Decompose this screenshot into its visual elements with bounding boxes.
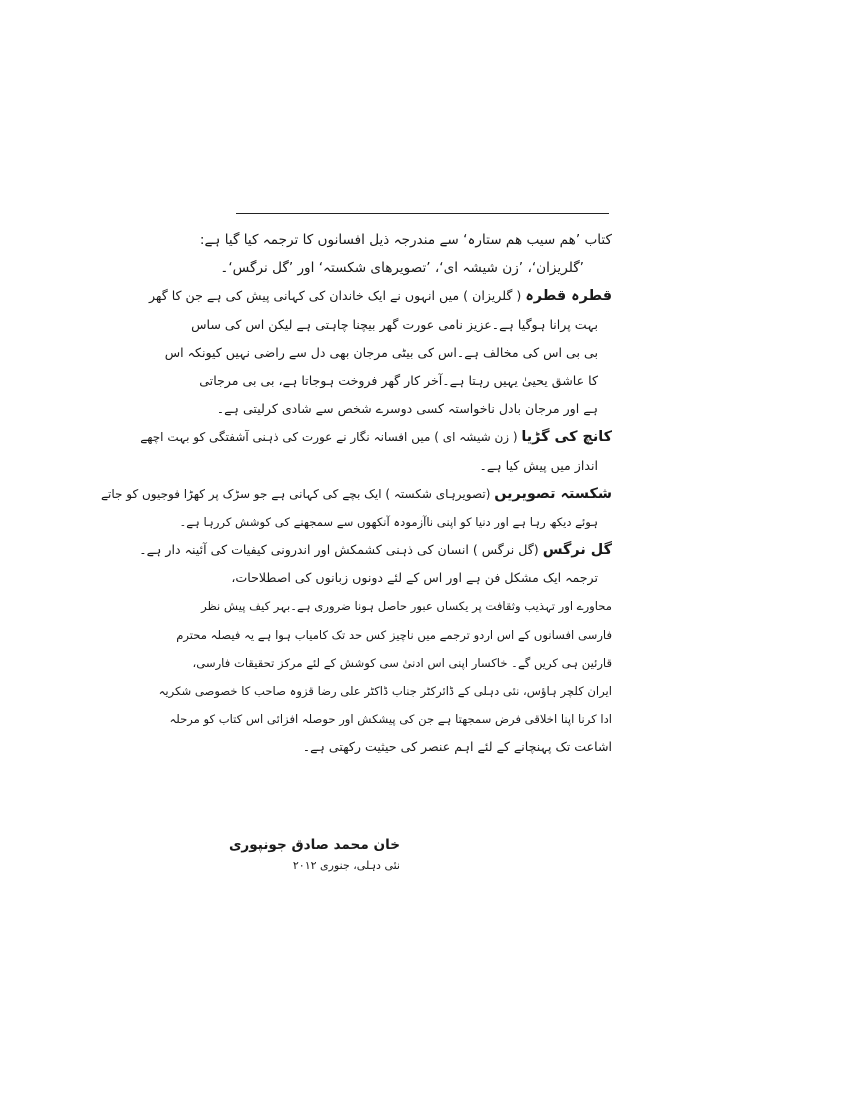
story-1-line-1: قطرہ قطرہ ( گلریزان ) میں انہوں نے ایک خاندان کی کہانی پیش کی ہے جن کا گھر: [148, 288, 612, 305]
story-1-line-5: ہے اور مرجان بادل ناخواستہ کسی دوسرے شخص سے شادی کرلیتی ہے۔: [216, 401, 598, 417]
author-name: خان محمد صادق جونپوری: [228, 837, 400, 853]
intro-line-1: کتاب ’ھم سیب ھم ستارہ‘ سے مندرجہ ذیل افسانوں کا ترجمہ کیا گیا ہے:: [199, 232, 612, 248]
story-3-line-1: شکستہ تصویریں (تصویرہای شکستہ ) ایک بچے کی کہانی ہے جو سڑک پر کھڑا فوجیوں کو جاتے: [101, 485, 612, 502]
body-text: [101, 226, 612, 762]
story-title: کانچ کی گڑیا: [521, 429, 612, 446]
story-2-line-2: انداز میں پیش کیا ہے۔: [479, 457, 598, 473]
story-2-line-1: کانچ کی گڑیا ( زن شیشہ ای ) میں افسانہ نگار نے عورت کی ذہنی آشفتگی کو بہت اچھے: [140, 429, 612, 446]
closing-line-2: محاورے اور تہذیب وثقافت پر یکساں عبور حاصل ہونا ضروری ہے۔بہر کیف پیش نظر: [201, 599, 612, 614]
signature-block: [228, 834, 400, 876]
closing-line-3: فارسی افسانوں کے اس اردو ترجمے میں ناچیز کس حد تک کامیاب ہوا ہے یہ فیصلہ محترم: [176, 627, 612, 642]
top-rule: [236, 213, 609, 214]
story-4-line-1: گل نرگس (گل نرگس ) انسان کی ذہنی کشمکش اور اندرونی کیفیات کی آئینہ دار ہے۔: [139, 542, 612, 559]
story-1-line-3: بی بی اس کی مخالف ہے۔اس کی بیٹی مرجان بھی دل سے راضی نہیں کیونکہ اس: [164, 344, 598, 360]
closing-line-6: ادا کرنا اپنا اخلاقی فرض سمجھتا ہے جن کی پیشکش اور حوصلہ افزائی اس کتاب کو مرحلہ: [169, 712, 612, 727]
closing-line-4: قارئین ہی کریں گے۔ خاکسار اپنی اس ادنیٰ سی کوشش کے لئے مرکز تحقیقات فارسی،: [192, 655, 612, 670]
story-1-line-4: کا عاشق یحییٰ یہیں رہتا ہے۔آخر کار گھر فروخت ہوجاتا ہے، بی بی مرجاتی: [199, 372, 598, 388]
story-title: قطرہ قطرہ: [525, 288, 612, 305]
place-date: نئی دہلی، جنوری ۲۰۱۲: [292, 859, 400, 872]
story-1-line-2: بہت پرانا ہوگیا ہے۔عزیز نامی عورت گھر بیچنا چاہتی ہے لیکن اس کی ساس: [191, 316, 598, 332]
story-title: شکستہ تصویریں: [494, 485, 612, 502]
closing-line-7: اشاعت تک پہنچانے کے لئے اہم عنصر کی حیثیت رکھتی ہے۔: [302, 739, 612, 755]
story-3-line-2: ہوئے دیکھ رہا ہے اور دنیا کو اپنی ناآزمودہ آنکھوں سے سمجھنے کی کوشش کررہا ہے۔: [179, 514, 598, 529]
closing-line-5: ایران کلچر ہاؤس، نئی دہلی کے ڈائرکٹر جناب ڈاکٹر علی رضا قزوہ صاحب کا خصوصی شکریہ: [158, 684, 612, 698]
story-title: گل نرگس: [542, 542, 612, 559]
intro-line-2: ’گلریزان‘، ’زن شیشہ ای‘، ’تصویرھای شکستہ‘ اور ’گل نرگس‘۔: [220, 260, 584, 277]
closing-line-1: ترجمہ ایک مشکل فن ہے اور اس کے لئے دونوں زبانوں کی اصطلاحات،: [231, 570, 598, 586]
